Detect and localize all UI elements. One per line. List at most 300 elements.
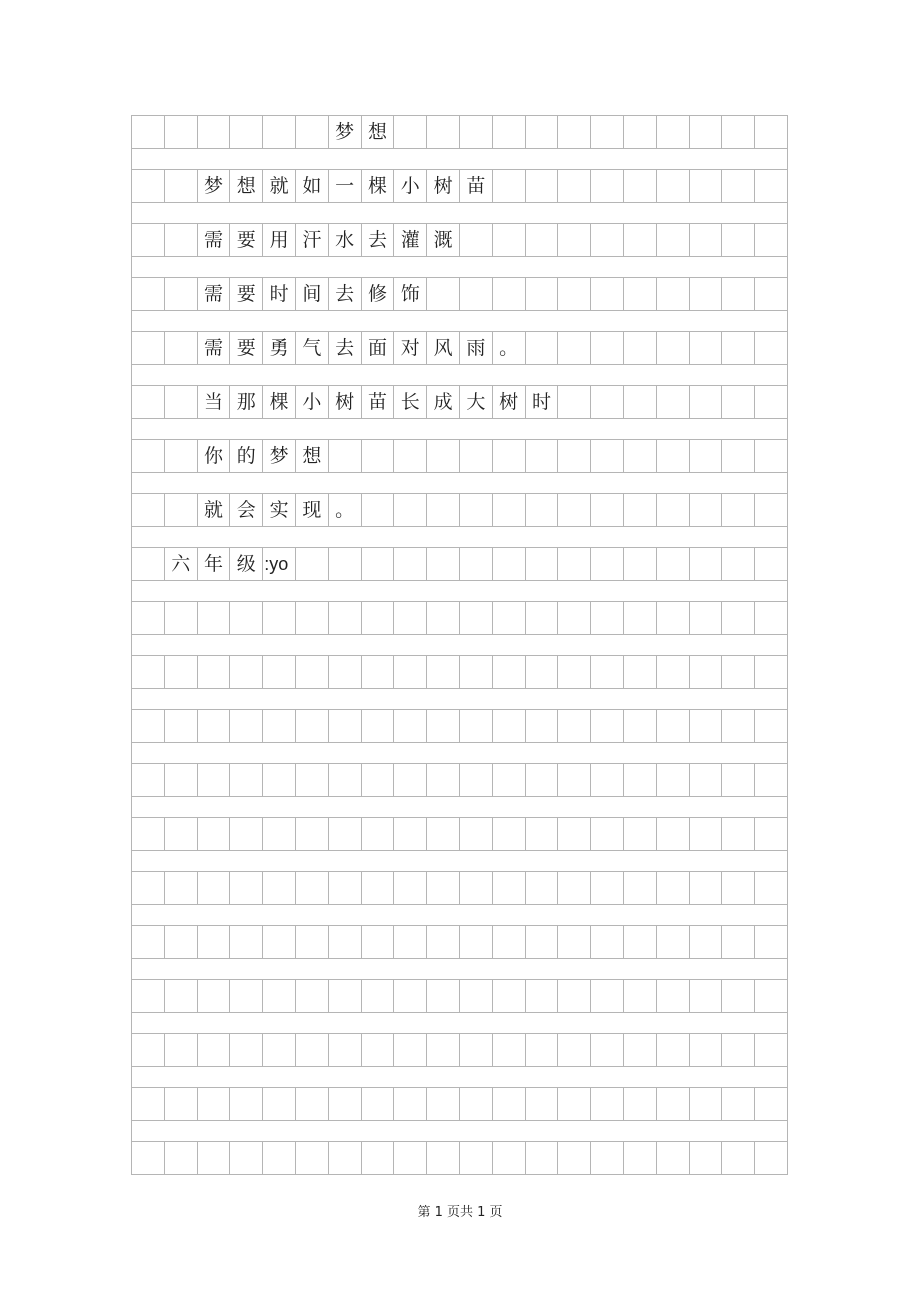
grid-cell xyxy=(460,440,493,473)
grid-char: 间 xyxy=(296,278,329,311)
grid-cell xyxy=(526,1034,559,1067)
grid-cell xyxy=(263,1142,296,1175)
empty-row xyxy=(132,872,788,905)
grid-char: 梦 xyxy=(263,440,296,473)
grid-cell xyxy=(263,926,296,959)
grid-cell xyxy=(460,116,493,149)
grid-cell xyxy=(230,656,263,689)
grid-cell xyxy=(690,1142,723,1175)
grid-cell xyxy=(722,332,755,365)
grid-cell xyxy=(132,494,165,527)
grid-cell xyxy=(362,440,395,473)
text-row xyxy=(132,332,788,365)
grid-cell xyxy=(526,764,559,797)
grid-char: 汗 xyxy=(296,224,329,257)
grid-cell xyxy=(690,548,723,581)
grid-cell xyxy=(755,602,788,635)
grid-cell xyxy=(230,1088,263,1121)
grid-cell xyxy=(132,332,165,365)
grid-cell xyxy=(362,494,395,527)
grid-cell xyxy=(263,602,296,635)
grid-char: 去 xyxy=(362,224,395,257)
grid-cell xyxy=(394,872,427,905)
grid-cell xyxy=(493,278,526,311)
grid-cell xyxy=(198,710,231,743)
grid-cell xyxy=(558,1088,591,1121)
grid-cell xyxy=(296,818,329,851)
empty-row xyxy=(132,710,788,743)
grid-cell xyxy=(558,602,591,635)
grid-cell xyxy=(198,980,231,1013)
grid-cell xyxy=(657,1142,690,1175)
grid-cell xyxy=(230,1142,263,1175)
grid-cell xyxy=(230,872,263,905)
grid-cell xyxy=(526,926,559,959)
grid-cell xyxy=(755,1088,788,1121)
grid-cell xyxy=(493,602,526,635)
grid-cell xyxy=(591,224,624,257)
grid-cell xyxy=(263,818,296,851)
grid-cell xyxy=(591,440,624,473)
grid-cell xyxy=(427,278,460,311)
grid-cell xyxy=(296,116,329,149)
grid-cell xyxy=(591,710,624,743)
grid-cell xyxy=(460,278,493,311)
grid-cell xyxy=(558,656,591,689)
grid-cell xyxy=(394,1088,427,1121)
grid-char: 想 xyxy=(230,170,263,203)
grid-cell xyxy=(296,764,329,797)
row-spacer xyxy=(132,257,788,278)
grid-cell xyxy=(722,1034,755,1067)
grid-cell xyxy=(362,1034,395,1067)
grid-cell xyxy=(755,278,788,311)
grid-cell xyxy=(591,980,624,1013)
grid-cell xyxy=(165,116,198,149)
grid-cell xyxy=(493,1142,526,1175)
grid-cell xyxy=(558,224,591,257)
grid-cell xyxy=(165,332,198,365)
grid-cell xyxy=(591,656,624,689)
grid-cell xyxy=(558,116,591,149)
grid-char: 需 xyxy=(198,332,231,365)
grid-cell xyxy=(591,1034,624,1067)
grid-cell xyxy=(493,440,526,473)
grid-cell xyxy=(755,386,788,419)
grid-cell xyxy=(755,224,788,257)
grid-cell xyxy=(165,602,198,635)
grid-cell xyxy=(657,980,690,1013)
grid-cell xyxy=(624,386,657,419)
grid-cell xyxy=(558,764,591,797)
grid-cell xyxy=(427,116,460,149)
grid-cell xyxy=(132,656,165,689)
grid-cell xyxy=(132,872,165,905)
grid-cell xyxy=(132,764,165,797)
grid-cell xyxy=(362,656,395,689)
grid-cell xyxy=(493,1034,526,1067)
grid-cell xyxy=(558,494,591,527)
grid-cell xyxy=(329,710,362,743)
grid-cell xyxy=(132,980,165,1013)
grid-cell xyxy=(558,386,591,419)
grid-cell xyxy=(198,1034,231,1067)
grid-cell xyxy=(394,980,427,1013)
grid-cell xyxy=(657,1088,690,1121)
grid-cell xyxy=(558,818,591,851)
grid-cell xyxy=(722,872,755,905)
grid-cell xyxy=(165,278,198,311)
grid-cell xyxy=(624,602,657,635)
grid-char: 棵 xyxy=(263,386,296,419)
grid-cell xyxy=(230,116,263,149)
grid-cell xyxy=(394,926,427,959)
grid-cell xyxy=(591,278,624,311)
grid-cell xyxy=(460,872,493,905)
grid-char: 雨 xyxy=(460,332,493,365)
grid-cell xyxy=(493,710,526,743)
grid-cell xyxy=(558,926,591,959)
grid-cell xyxy=(296,872,329,905)
row-spacer xyxy=(132,473,788,494)
grid-char: 需 xyxy=(198,278,231,311)
grid-cell xyxy=(460,980,493,1013)
row-spacer xyxy=(132,635,788,656)
grid-cell xyxy=(657,872,690,905)
grid-cell xyxy=(165,926,198,959)
grid-cell xyxy=(526,872,559,905)
grid-cell xyxy=(263,872,296,905)
grid-cell xyxy=(657,170,690,203)
grid-cell xyxy=(460,710,493,743)
grid-cell xyxy=(493,548,526,581)
grid-cell xyxy=(296,548,329,581)
grid-cell xyxy=(624,980,657,1013)
grid-char: 溉 xyxy=(427,224,460,257)
grid-cell xyxy=(427,440,460,473)
grid-cell xyxy=(460,656,493,689)
grid-cell xyxy=(132,602,165,635)
grid-cell xyxy=(558,170,591,203)
grid-cell xyxy=(722,980,755,1013)
grid-char: 要 xyxy=(230,332,263,365)
grid-cell xyxy=(263,764,296,797)
grid-cell xyxy=(394,710,427,743)
row-spacer xyxy=(132,527,788,548)
grid-cell xyxy=(722,602,755,635)
grid-cell xyxy=(690,764,723,797)
grid-char: 成 xyxy=(427,386,460,419)
grid-cell xyxy=(362,872,395,905)
grid-cell xyxy=(624,926,657,959)
grid-char: :yo xyxy=(263,548,296,581)
grid-cell xyxy=(558,548,591,581)
grid-cell xyxy=(755,764,788,797)
grid-cell xyxy=(493,872,526,905)
empty-row xyxy=(132,926,788,959)
grid-char: 想 xyxy=(296,440,329,473)
grid-cell xyxy=(657,440,690,473)
grid-cell xyxy=(558,1034,591,1067)
grid-cell xyxy=(755,170,788,203)
row-spacer xyxy=(132,1067,788,1088)
grid-char: 树 xyxy=(427,170,460,203)
grid-cell xyxy=(558,980,591,1013)
grid-cell xyxy=(460,548,493,581)
grid-cell xyxy=(165,386,198,419)
grid-char: 小 xyxy=(296,386,329,419)
text-row xyxy=(132,224,788,257)
grid-cell xyxy=(427,494,460,527)
grid-cell xyxy=(460,818,493,851)
grid-char: 要 xyxy=(230,224,263,257)
grid-cell xyxy=(460,764,493,797)
grid-cell xyxy=(657,764,690,797)
grid-cell xyxy=(230,710,263,743)
grid-char: 如 xyxy=(296,170,329,203)
grid-cell xyxy=(165,818,198,851)
grid-cell xyxy=(624,1142,657,1175)
grid-char: 气 xyxy=(296,332,329,365)
grid-cell xyxy=(690,602,723,635)
grid-cell xyxy=(132,926,165,959)
grid-cell xyxy=(263,710,296,743)
grid-cell xyxy=(591,548,624,581)
grid-cell xyxy=(329,818,362,851)
grid-cell xyxy=(526,656,559,689)
grid-cell xyxy=(230,1034,263,1067)
grid-cell xyxy=(526,440,559,473)
grid-cell xyxy=(427,602,460,635)
grid-cell xyxy=(165,1034,198,1067)
manuscript-grid xyxy=(131,115,788,1175)
grid-char: 大 xyxy=(460,386,493,419)
grid-cell xyxy=(132,818,165,851)
grid-cell xyxy=(296,1142,329,1175)
row-spacer xyxy=(132,743,788,764)
grid-cell xyxy=(263,980,296,1013)
grid-cell xyxy=(755,548,788,581)
grid-cell xyxy=(460,494,493,527)
grid-cell xyxy=(526,710,559,743)
title-char: 想 xyxy=(362,116,395,149)
grid-cell xyxy=(755,494,788,527)
grid-cell xyxy=(165,656,198,689)
grid-cell xyxy=(722,116,755,149)
grid-cell xyxy=(755,926,788,959)
grid-cell xyxy=(296,926,329,959)
title-row xyxy=(132,116,788,149)
grid-cell xyxy=(591,1142,624,1175)
grid-cell xyxy=(296,710,329,743)
grid-char: 年 xyxy=(198,548,231,581)
grid-cell xyxy=(362,980,395,1013)
row-spacer xyxy=(132,851,788,872)
empty-row xyxy=(132,1088,788,1121)
grid-char: 会 xyxy=(230,494,263,527)
grid-cell xyxy=(657,548,690,581)
grid-char: 风 xyxy=(427,332,460,365)
grid-cell xyxy=(624,170,657,203)
grid-cell xyxy=(165,872,198,905)
grid-cell xyxy=(755,440,788,473)
text-row xyxy=(132,386,788,419)
grid-cell xyxy=(427,1088,460,1121)
grid-cell xyxy=(722,764,755,797)
grid-cell xyxy=(755,1142,788,1175)
grid-cell xyxy=(657,494,690,527)
grid-cell xyxy=(394,602,427,635)
grid-cell xyxy=(690,386,723,419)
grid-cell xyxy=(329,872,362,905)
grid-char: 水 xyxy=(329,224,362,257)
text-row xyxy=(132,494,788,527)
grid-cell xyxy=(657,602,690,635)
grid-cell xyxy=(362,710,395,743)
row-spacer xyxy=(132,797,788,818)
grid-cell xyxy=(493,926,526,959)
grid-cell xyxy=(591,170,624,203)
grid-cell xyxy=(722,926,755,959)
grid-cell xyxy=(624,818,657,851)
grid-cell xyxy=(624,332,657,365)
grid-cell xyxy=(526,332,559,365)
grid-cell xyxy=(690,332,723,365)
grid-cell xyxy=(427,926,460,959)
grid-char: 勇 xyxy=(263,332,296,365)
grid-cell xyxy=(722,710,755,743)
grid-cell xyxy=(427,548,460,581)
grid-cell xyxy=(722,440,755,473)
title-char: 梦 xyxy=(329,116,362,149)
grid-cell xyxy=(230,926,263,959)
grid-cell xyxy=(657,926,690,959)
grid-cell xyxy=(394,116,427,149)
grid-cell xyxy=(657,386,690,419)
grid-cell xyxy=(165,440,198,473)
grid-cell xyxy=(230,602,263,635)
grid-cell xyxy=(657,1034,690,1067)
grid-cell xyxy=(394,818,427,851)
grid-cell xyxy=(132,386,165,419)
grid-cell xyxy=(722,278,755,311)
grid-cell xyxy=(329,1088,362,1121)
grid-cell xyxy=(329,764,362,797)
grid-cell xyxy=(722,1088,755,1121)
grid-cell xyxy=(558,440,591,473)
grid-cell xyxy=(198,872,231,905)
grid-cell xyxy=(624,548,657,581)
grid-char: 用 xyxy=(263,224,296,257)
grid-cell xyxy=(624,764,657,797)
grid-cell xyxy=(591,872,624,905)
row-spacer xyxy=(132,689,788,710)
grid-cell xyxy=(624,278,657,311)
text-row xyxy=(132,440,788,473)
grid-cell xyxy=(329,980,362,1013)
grid-cell xyxy=(558,710,591,743)
grid-cell xyxy=(493,818,526,851)
row-spacer xyxy=(132,1013,788,1034)
empty-row xyxy=(132,818,788,851)
grid-cell xyxy=(690,170,723,203)
grid-cell xyxy=(329,440,362,473)
grid-char: 就 xyxy=(263,170,296,203)
grid-cell xyxy=(591,764,624,797)
grid-cell xyxy=(394,1034,427,1067)
grid-cell xyxy=(165,224,198,257)
grid-cell xyxy=(165,1088,198,1121)
grid-char: 时 xyxy=(263,278,296,311)
text-row xyxy=(132,170,788,203)
grid-cell xyxy=(624,224,657,257)
grid-cell xyxy=(296,656,329,689)
grid-cell xyxy=(329,548,362,581)
grid-cell xyxy=(591,494,624,527)
grid-char: 树 xyxy=(493,386,526,419)
grid-cell xyxy=(132,440,165,473)
grid-cell xyxy=(198,926,231,959)
grid-cell xyxy=(624,872,657,905)
grid-cell xyxy=(493,116,526,149)
grid-cell xyxy=(493,494,526,527)
grid-char: 六 xyxy=(165,548,198,581)
grid-char: 现 xyxy=(296,494,329,527)
grid-cell xyxy=(755,1034,788,1067)
grid-cell xyxy=(722,818,755,851)
grid-cell xyxy=(362,926,395,959)
grid-cell xyxy=(624,494,657,527)
grid-cell xyxy=(755,818,788,851)
grid-cell xyxy=(657,278,690,311)
grid-cell xyxy=(722,656,755,689)
grid-char: 去 xyxy=(329,278,362,311)
grid-cell xyxy=(493,764,526,797)
grid-char: 对 xyxy=(394,332,427,365)
grid-cell xyxy=(690,980,723,1013)
grid-cell xyxy=(329,656,362,689)
grid-cell xyxy=(460,224,493,257)
grid-cell xyxy=(394,1142,427,1175)
grid-cell xyxy=(755,872,788,905)
grid-cell xyxy=(460,1034,493,1067)
grid-cell xyxy=(427,818,460,851)
grid-char: 时 xyxy=(526,386,559,419)
grid-char: 就 xyxy=(198,494,231,527)
grid-cell xyxy=(460,1142,493,1175)
grid-cell xyxy=(657,116,690,149)
grid-cell xyxy=(427,656,460,689)
grid-cell xyxy=(657,224,690,257)
grid-cell xyxy=(690,1088,723,1121)
grid-cell xyxy=(493,224,526,257)
grid-cell xyxy=(427,710,460,743)
grid-char: 。 xyxy=(493,332,526,365)
grid-cell xyxy=(230,764,263,797)
grid-cell xyxy=(690,278,723,311)
grid-cell xyxy=(526,818,559,851)
grid-cell xyxy=(132,170,165,203)
grid-cell xyxy=(722,548,755,581)
grid-cell xyxy=(591,386,624,419)
grid-cell xyxy=(624,1034,657,1067)
grid-cell xyxy=(165,1142,198,1175)
grid-cell xyxy=(362,548,395,581)
grid-cell xyxy=(460,602,493,635)
empty-row xyxy=(132,602,788,635)
grid-cell xyxy=(198,818,231,851)
grid-char: 要 xyxy=(230,278,263,311)
